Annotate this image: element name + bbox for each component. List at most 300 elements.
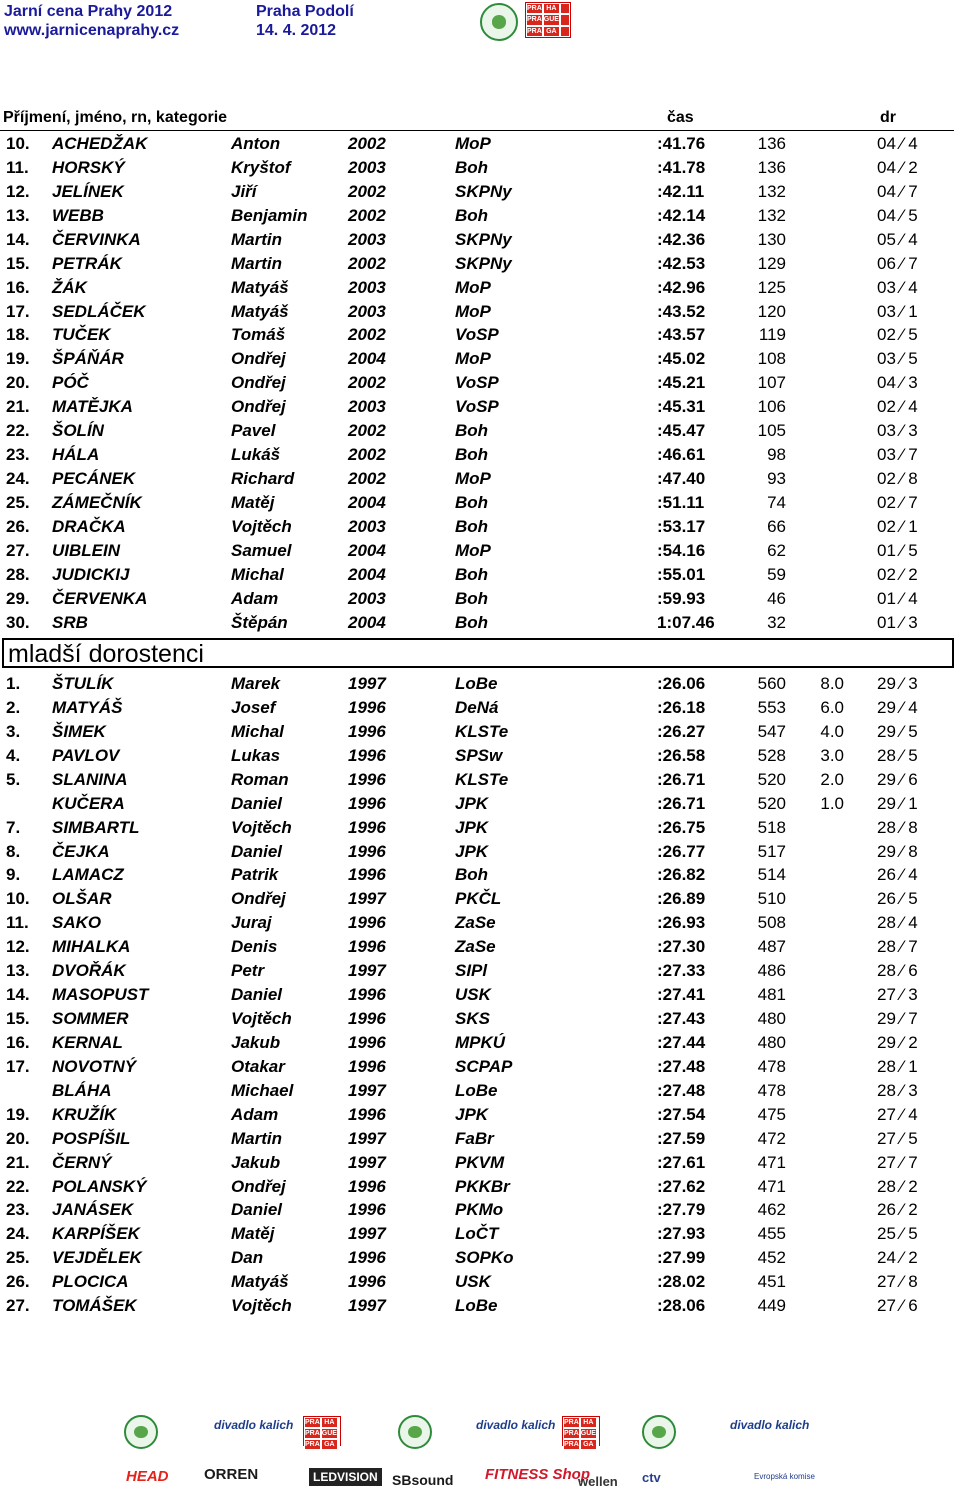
birth-year-cell: 1996 <box>348 1009 386 1029</box>
table-row <box>0 696 954 720</box>
points-cell: 478 <box>757 1056 786 1076</box>
surname-cell: ŠPÁŇÁR <box>52 349 124 369</box>
surname-cell: SEDLÁČEK <box>52 301 146 321</box>
rank-cell: 12. <box>6 937 30 957</box>
head-logo: HEAD <box>126 1468 169 1485</box>
club-cell: MoP <box>455 134 491 153</box>
points-cell: 451 <box>757 1272 786 1292</box>
table-row <box>0 323 954 347</box>
surname-cell: VEJDĚLEK <box>52 1248 142 1268</box>
table-row <box>0 768 954 792</box>
dr-cell: 04 ⁄ 7 <box>877 181 918 201</box>
ledvision-logo: LEDVISION <box>309 1468 382 1486</box>
first-name-cell: Martin <box>231 253 282 273</box>
dr-cell: 24 ⁄ 2 <box>877 1248 918 1268</box>
points-cell: 136 <box>757 134 786 153</box>
first-name-cell: Ondřej <box>231 889 286 909</box>
dr-cell: 27 ⁄ 6 <box>877 1296 918 1316</box>
club-cell: JPK <box>455 817 489 837</box>
time-cell: :26.18 <box>657 697 706 717</box>
surname-cell: TOMÁŠEK <box>52 1296 137 1316</box>
club-cell: Boh <box>455 612 489 632</box>
birth-year-cell: 2002 <box>348 421 386 441</box>
time-cell: :51.11 <box>657 492 705 512</box>
birth-year-cell: 1996 <box>348 745 386 765</box>
bonus-cell: 1.0 <box>820 793 844 813</box>
dr-cell: 28 ⁄ 4 <box>877 913 918 933</box>
surname-cell: MATĚJKA <box>52 397 133 417</box>
surname-cell: PETRÁK <box>52 253 122 273</box>
table-row <box>0 276 954 300</box>
points-cell: 106 <box>757 397 786 417</box>
first-name-cell: Tomáš <box>231 325 286 345</box>
time-cell: :27.41 <box>657 985 706 1005</box>
dr-cell: 02 ⁄ 8 <box>877 469 918 489</box>
dr-cell: 27 ⁄ 7 <box>877 1152 918 1172</box>
birth-year-cell: 1997 <box>348 1080 386 1100</box>
rank-cell: 3. <box>6 721 21 741</box>
rank-cell: 5. <box>6 769 21 789</box>
points-cell: 520 <box>757 769 786 789</box>
table-row <box>0 467 954 491</box>
dr-cell: 28 ⁄ 8 <box>877 817 918 837</box>
table-row <box>0 1222 954 1246</box>
dr-cell: 29 ⁄ 2 <box>877 1032 918 1052</box>
time-cell: :45.47 <box>657 421 706 441</box>
rank-cell: 8. <box>6 841 21 861</box>
dr-cell: 29 ⁄ 4 <box>877 697 918 717</box>
dr-cell: 02 ⁄ 7 <box>877 492 918 512</box>
rank-cell: 20. <box>6 373 30 393</box>
dr-cell: 27 ⁄ 5 <box>877 1128 918 1148</box>
time-cell: :28.06 <box>657 1296 706 1316</box>
birth-year-cell: 2002 <box>348 181 386 201</box>
first-name-cell: Richard <box>231 469 295 489</box>
rank-cell: 20. <box>6 1128 30 1148</box>
dr-cell: 04 ⁄ 5 <box>877 205 918 225</box>
first-name-cell: Matyáš <box>231 1272 289 1292</box>
birth-year-cell: 1996 <box>348 937 386 957</box>
club-cell: MoP <box>455 349 491 369</box>
rank-cell: 24. <box>6 1224 30 1244</box>
birth-year-cell: 2003 <box>348 516 386 536</box>
birth-year-cell: 2004 <box>348 349 386 369</box>
points-cell: 472 <box>757 1128 786 1148</box>
first-name-cell: Anton <box>231 134 281 153</box>
points-cell: 455 <box>757 1224 786 1244</box>
club-cell: DeNá <box>455 697 499 717</box>
club-cell: PKVM <box>455 1152 505 1172</box>
time-cell: :45.31 <box>657 397 706 417</box>
table-row <box>0 395 954 419</box>
surname-cell: ČERVINKA <box>52 229 141 249</box>
birth-year-cell: 2002 <box>348 253 386 273</box>
dr-cell: 26 ⁄ 5 <box>877 889 918 909</box>
dr-cell: 29 ⁄ 5 <box>877 721 918 741</box>
dr-cell: 29 ⁄ 3 <box>877 674 918 693</box>
club-cell: SKS <box>455 1009 490 1029</box>
dr-cell: 27 ⁄ 3 <box>877 985 918 1005</box>
rank-cell: 28. <box>6 564 30 584</box>
club-cell: ZaSe <box>455 937 496 957</box>
surname-cell: MATYÁŠ <box>52 697 123 717</box>
first-name-cell: Otakar <box>231 1056 285 1076</box>
dr-cell: 26 ⁄ 2 <box>877 1200 918 1220</box>
dr-cell: 26 ⁄ 4 <box>877 865 918 885</box>
club-cell: Boh <box>455 445 489 465</box>
birth-year-cell: 1997 <box>348 674 386 693</box>
points-cell: 66 <box>767 516 786 536</box>
surname-cell: OLŠAR <box>52 889 112 909</box>
birth-year-cell: 1996 <box>348 697 386 717</box>
time-cell: :27.48 <box>657 1056 706 1076</box>
dr-cell: 01 ⁄ 3 <box>877 612 918 632</box>
dr-cell: 28 ⁄ 1 <box>877 1056 918 1076</box>
praha-logo-icon: PRA HA PRA GUE PRA GA <box>562 1416 600 1446</box>
points-cell: 547 <box>757 721 786 741</box>
surname-cell: NOVOTNÝ <box>52 1056 137 1076</box>
first-name-cell: Štěpán <box>231 612 288 632</box>
club-cell: KLSTe <box>455 721 509 741</box>
club-cell: Boh <box>455 157 489 177</box>
first-name-cell: Vojtěch <box>231 1296 292 1316</box>
surname-cell: POLANSKÝ <box>52 1176 147 1196</box>
surname-cell: ČEJKA <box>52 841 110 861</box>
table-row <box>0 228 954 252</box>
first-name-cell: Ondřej <box>231 1176 286 1196</box>
points-cell: 46 <box>767 588 786 608</box>
club-logo-icon <box>398 1415 432 1449</box>
dr-cell: 05 ⁄ 4 <box>877 229 918 249</box>
points-cell: 132 <box>757 181 786 201</box>
section-title: mladší dorostenci <box>8 640 204 668</box>
rank-cell: 9. <box>6 865 21 885</box>
dr-cell: 03 ⁄ 3 <box>877 421 918 441</box>
column-header-name: Příjmení, jméno, rn, kategorie <box>3 109 228 126</box>
first-name-cell: Vojtěch <box>231 817 292 837</box>
rank-cell: 14. <box>6 229 30 249</box>
points-cell: 120 <box>757 301 786 321</box>
surname-cell: KARPÍŠEK <box>52 1224 140 1244</box>
birth-year-cell: 1996 <box>348 841 386 861</box>
rank-cell: 16. <box>6 277 30 297</box>
club-cell: LoBe <box>455 674 498 693</box>
club-cell: SIPl <box>455 961 488 981</box>
points-cell: 98 <box>767 445 786 465</box>
time-cell: :26.82 <box>657 865 706 885</box>
club-cell: MPKÚ <box>455 1032 506 1052</box>
birth-year-cell: 1996 <box>348 721 386 741</box>
birth-year-cell: 1996 <box>348 985 386 1005</box>
table-row <box>0 180 954 204</box>
points-cell: 108 <box>757 349 786 369</box>
time-cell: :26.89 <box>657 889 706 909</box>
rank-cell: 19. <box>6 349 30 369</box>
first-name-cell: Pavel <box>231 421 276 441</box>
first-name-cell: Roman <box>231 769 289 789</box>
table-row <box>0 792 954 816</box>
table-row <box>0 443 954 467</box>
rank-cell: 11. <box>6 913 29 933</box>
points-cell: 528 <box>757 745 786 765</box>
club-cell: SCPAP <box>455 1056 513 1076</box>
points-cell: 59 <box>767 564 786 584</box>
rank-cell: 21. <box>6 1152 30 1172</box>
birth-year-cell: 2002 <box>348 445 386 465</box>
club-cell: FaBr <box>455 1128 494 1148</box>
first-name-cell: Daniel <box>231 793 283 813</box>
time-cell: :27.43 <box>657 1009 706 1029</box>
time-cell: :26.93 <box>657 913 706 933</box>
birth-year-cell: 1996 <box>348 1200 386 1220</box>
surname-cell: PÓČ <box>52 373 89 393</box>
rank-cell: 15. <box>6 1009 30 1029</box>
club-cell: VoSP <box>455 397 499 417</box>
birth-year-cell: 1996 <box>348 793 386 813</box>
section-header <box>2 638 954 668</box>
club-cell: Boh <box>455 516 489 536</box>
surname-cell: SRB <box>52 612 88 632</box>
club-cell: SPSw <box>455 745 503 765</box>
club-cell: PKMo <box>455 1200 504 1220</box>
first-name-cell: Petr <box>231 961 265 981</box>
orren-logo: ORREN <box>204 1466 259 1483</box>
dr-cell: 03 ⁄ 4 <box>877 277 918 297</box>
event-header <box>4 2 179 40</box>
birth-year-cell: 2004 <box>348 492 386 512</box>
time-cell: :43.57 <box>657 325 706 345</box>
time-cell: :27.62 <box>657 1176 706 1196</box>
table-row <box>0 1031 954 1055</box>
rank-cell: 10. <box>6 134 30 153</box>
time-cell: :42.96 <box>657 277 706 297</box>
points-cell: 510 <box>757 889 786 909</box>
event-venue: Praha Podolí <box>256 3 354 20</box>
club-cell: USK <box>455 985 491 1005</box>
club-cell: USK <box>455 1272 491 1292</box>
club-cell: Boh <box>455 865 489 885</box>
points-cell: 132 <box>757 205 786 225</box>
points-cell: 517 <box>757 841 786 861</box>
rank-cell: 17. <box>6 1056 30 1076</box>
table-row <box>0 371 954 395</box>
rank-cell: 10. <box>6 889 30 909</box>
birth-year-cell: 1996 <box>348 1104 386 1124</box>
rank-cell: 25. <box>6 492 30 512</box>
time-cell: :55.01 <box>657 564 706 584</box>
dr-cell: 03 ⁄ 1 <box>877 301 918 321</box>
first-name-cell: Patrik <box>231 865 279 885</box>
table-row <box>0 132 954 156</box>
fitness-shop-logo: FITNESS Shop <box>485 1466 590 1483</box>
first-name-cell: Vojtěch <box>231 516 292 536</box>
table-row <box>0 1294 954 1318</box>
rank-cell: 2. <box>6 697 21 717</box>
birth-year-cell: 1996 <box>348 1056 386 1076</box>
first-name-cell: Michal <box>231 721 284 741</box>
table-row <box>0 816 954 840</box>
dr-cell: 29 ⁄ 1 <box>877 793 918 813</box>
points-cell: 74 <box>767 492 786 512</box>
rank-cell: 16. <box>6 1032 30 1052</box>
club-cell: SKPNy <box>455 229 512 249</box>
birth-year-cell: 1997 <box>348 1296 386 1316</box>
time-cell: :42.14 <box>657 205 706 225</box>
first-name-cell: Vojtěch <box>231 1009 292 1029</box>
surname-cell: KERNAL <box>52 1032 123 1052</box>
rank-cell: 15. <box>6 253 30 273</box>
time-cell: :27.44 <box>657 1032 706 1052</box>
points-cell: 560 <box>757 674 786 693</box>
table-row <box>0 1270 954 1294</box>
first-name-cell: Marek <box>231 674 281 693</box>
time-cell: :27.33 <box>657 961 706 981</box>
birth-year-cell: 2003 <box>348 588 386 608</box>
table-row <box>0 1175 954 1199</box>
birth-year-cell: 2002 <box>348 469 386 489</box>
first-name-cell: Jakub <box>231 1152 281 1172</box>
birth-year-cell: 1996 <box>348 817 386 837</box>
birth-year-cell: 1996 <box>348 1248 386 1268</box>
club-cell: MoP <box>455 469 491 489</box>
surname-cell: ZÁMEČNÍK <box>52 492 142 512</box>
points-cell: 93 <box>767 469 786 489</box>
first-name-cell: Daniel <box>231 841 283 861</box>
surname-cell: SLANINA <box>52 769 128 789</box>
venue-header <box>256 2 354 40</box>
table-row <box>0 1127 954 1151</box>
club-cell: JPK <box>455 1104 489 1124</box>
first-name-cell: Matěj <box>231 1224 275 1244</box>
birth-year-cell: 1997 <box>348 889 386 909</box>
club-cell: JPK <box>455 793 489 813</box>
surname-cell: JELÍNEK <box>52 181 124 201</box>
surname-cell: JUDICKIJ <box>52 564 130 584</box>
time-cell: :42.53 <box>657 253 706 273</box>
table-row <box>0 983 954 1007</box>
points-cell: 462 <box>757 1200 786 1220</box>
eu-logo: Evropská komise <box>754 1472 815 1481</box>
time-cell: :45.21 <box>657 373 706 393</box>
column-header-dr: dr <box>880 109 896 126</box>
points-cell: 129 <box>757 253 786 273</box>
rank-cell: 4. <box>6 745 21 765</box>
first-name-cell: Martin <box>231 1128 282 1148</box>
surname-cell: MIHALKA <box>52 937 131 957</box>
club-cell: Boh <box>455 421 489 441</box>
surname-cell: HÁLA <box>52 445 100 465</box>
dr-cell: 28 ⁄ 5 <box>877 745 918 765</box>
points-cell: 119 <box>758 325 786 345</box>
table-row <box>0 840 954 864</box>
club-cell: Boh <box>455 588 489 608</box>
points-cell: 508 <box>757 913 786 933</box>
bonus-cell: 2.0 <box>820 769 844 789</box>
club-cell: JPK <box>455 841 489 861</box>
time-cell: :27.30 <box>657 937 706 957</box>
points-cell: 481 <box>757 985 786 1005</box>
points-cell: 471 <box>757 1176 786 1196</box>
first-name-cell: Martin <box>231 229 282 249</box>
first-name-cell: Lukas <box>231 745 281 765</box>
first-name-cell: Lukáš <box>231 445 281 465</box>
birth-year-cell: 1996 <box>348 865 386 885</box>
surname-cell: ŠTULÍK <box>52 674 114 693</box>
time-cell: :27.48 <box>657 1080 706 1100</box>
event-date: 14. 4. 2012 <box>256 22 337 39</box>
surname-cell: ŠOLÍN <box>52 421 104 441</box>
table-row <box>0 539 954 563</box>
dr-cell: 02 ⁄ 1 <box>877 516 918 536</box>
club-cell: LoBe <box>455 1296 498 1316</box>
table-row <box>0 863 954 887</box>
time-cell: :41.76 <box>657 134 706 153</box>
birth-year-cell: 1996 <box>348 913 386 933</box>
dr-cell: 02 ⁄ 5 <box>877 325 918 345</box>
surname-cell: SIMBARTL <box>52 817 140 837</box>
time-cell: :28.02 <box>657 1272 706 1292</box>
points-cell: 475 <box>757 1104 786 1124</box>
surname-cell: MASOPUST <box>52 985 149 1005</box>
club-cell: PKČL <box>455 889 502 909</box>
table-row <box>0 587 954 611</box>
surname-cell: DVOŘÁK <box>52 961 126 981</box>
points-cell: 514 <box>757 865 786 885</box>
praha-logo-icon: PRA HA PRA GUE PRA GA <box>303 1416 341 1446</box>
rank-cell: 17. <box>6 301 30 321</box>
club-logo-icon <box>642 1415 676 1449</box>
table-row <box>0 1103 954 1127</box>
birth-year-cell: 1997 <box>348 961 386 981</box>
surname-cell: DRAČKA <box>52 516 126 536</box>
dr-cell: 25 ⁄ 5 <box>877 1224 918 1244</box>
rank-cell: 26. <box>6 516 30 536</box>
rank-cell: 22. <box>6 421 30 441</box>
first-name-cell: Adam <box>231 1104 279 1124</box>
first-name-cell: Dan <box>231 1248 264 1268</box>
first-name-cell: Jakub <box>231 1032 281 1052</box>
birth-year-cell: 1997 <box>348 1152 386 1172</box>
birth-year-cell: 1997 <box>348 1224 386 1244</box>
surname-cell: ACHEDŽAK <box>52 134 148 153</box>
points-cell: 136 <box>757 157 786 177</box>
dr-cell: 28 ⁄ 7 <box>877 937 918 957</box>
surname-cell: ŽÁK <box>52 277 87 297</box>
time-cell: :41.78 <box>657 157 706 177</box>
rank-cell: 1. <box>6 674 21 693</box>
surname-cell: SAKO <box>52 913 102 933</box>
rank-cell: 19. <box>6 1104 30 1124</box>
rank-cell: 22. <box>6 1176 30 1196</box>
dr-cell: 06 ⁄ 7 <box>877 253 918 273</box>
club-cell: SKPNy <box>455 253 512 273</box>
praha-logo-icon: PRA HA PRA GUE PRA GA <box>525 2 571 38</box>
points-cell: 107 <box>757 373 786 393</box>
first-name-cell: Ondřej <box>231 397 286 417</box>
points-cell: 553 <box>757 697 786 717</box>
dr-cell: 04 ⁄ 2 <box>877 157 918 177</box>
birth-year-cell: 2003 <box>348 397 386 417</box>
birth-year-cell: 1997 <box>348 1128 386 1148</box>
dr-cell: 29 ⁄ 6 <box>877 769 918 789</box>
birth-year-cell: 1996 <box>348 1032 386 1052</box>
time-cell: :54.16 <box>657 540 706 560</box>
surname-cell: PAVLOV <box>52 745 120 765</box>
surname-cell: KRUŽÍK <box>52 1104 117 1124</box>
first-name-cell: Kryštof <box>231 157 291 177</box>
table-row <box>0 720 954 744</box>
points-cell: 520 <box>757 793 786 813</box>
